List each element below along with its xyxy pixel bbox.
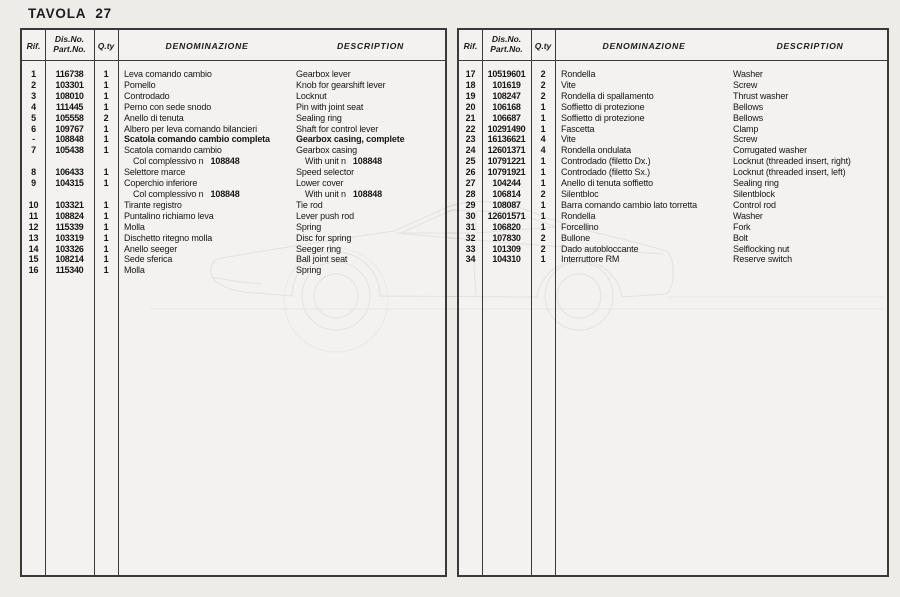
row-part-number: 10519601 [487,69,526,79]
table-row [459,254,887,265]
table-row [459,200,887,211]
row-ref: 3 [31,90,36,101]
row-denominazione: Coperchio inferiore [124,178,198,189]
note-unit-number: 108848 [210,156,240,167]
row-quantity: 1 [103,199,109,210]
row-ref: 5 [31,112,36,123]
row-part-number: 106687 [492,112,521,123]
row-description: Bellows [733,112,763,123]
header-dis-no: Dis.No. [491,34,522,44]
row-ref: - [32,134,35,145]
row-part-number: 115339 [55,221,84,232]
row-description: Locknut (threaded insert, right) [733,156,851,167]
row-denominazione: Fascetta [561,123,595,134]
note-description-text: With unit n [305,188,346,199]
table-row [459,167,887,178]
table-row [22,200,445,211]
row-part-number: 12601571 [487,210,526,221]
row-description: Knob for gearshift lever [296,79,386,90]
row-denominazione: Rondella di spallamento [561,90,654,101]
row-part-number: 115340 [55,265,84,276]
row-part-number: 103326 [55,243,84,254]
row-denominazione: Perno con sede snodo [124,101,212,112]
row-ref: 29 [465,199,476,210]
row-part-number: 104244 [492,178,521,189]
row-part-number: 116738 [55,69,84,79]
row-ref: 13 [28,232,39,243]
row-ref: 11 [28,210,39,221]
row-part-number: 105438 [55,145,84,156]
row-part-number: 103321 [55,199,84,210]
row-ref: 33 [465,243,476,254]
row-part-number: 16136621 [487,134,526,145]
row-part-number: 12601371 [487,145,526,156]
row-ref: 24 [465,145,476,156]
table-note-row [22,156,445,167]
row-denominazione: Controdado [124,90,170,101]
row-denominazione: Pomello [124,79,156,90]
row-denominazione: Leva comando cambio [124,69,212,79]
row-description: Bolt [733,232,748,243]
row-quantity: 1 [103,210,109,221]
parts-table-left [20,28,447,577]
table-body [22,60,445,276]
row-denominazione: Soffietto di protezione [561,101,645,112]
row-ref: 30 [465,210,476,221]
row-denominazione: Vite [561,134,576,145]
header-description: DESCRIPTION [336,41,405,51]
row-denominazione: Controdado (filetto Sx.) [561,167,650,178]
row-ref: 4 [31,101,36,112]
row-ref: 32 [465,232,476,243]
table-row [459,244,887,255]
row-denominazione: Rondella ondulata [561,145,632,156]
row-quantity: 2 [540,69,546,79]
row-part-number: 107830 [492,232,521,243]
row-part-number: 103319 [55,232,84,243]
row-ref: 22 [465,123,476,134]
header-denominazione: DENOMINAZIONE [165,41,249,51]
row-description: Seeger ring [296,243,341,254]
row-quantity: 4 [540,145,546,156]
note-denominazione [133,189,240,200]
row-quantity: 1 [540,112,546,123]
row-ref: 17 [465,69,476,79]
row-description: Spring [296,265,322,276]
row-description: Washer [733,210,763,221]
row-ref: 9 [31,178,36,189]
row-ref: 12 [28,221,39,232]
row-denominazione: Vite [561,79,576,90]
table-row [22,265,445,276]
row-denominazione: Dischetto ritegno molla [124,232,213,243]
row-part-number: 108848 [55,134,84,145]
header-part-no: Part.No. [53,43,86,54]
row-quantity: 1 [540,156,546,167]
row-denominazione: Molla [124,265,145,276]
table-header [22,30,445,61]
row-quantity: 1 [540,221,546,232]
row-denominazione: Anello di tenuta [124,112,184,123]
table-header [459,30,887,61]
row-description: Reserve switch [733,254,792,265]
row-quantity: 1 [540,254,546,265]
row-ref: 34 [465,254,476,265]
row-denominazione: Dado autobloccante [561,243,639,254]
row-denominazione: Albero per leva comando bilancieri [124,123,257,134]
table-row [22,80,445,91]
row-description: Sealing ring [296,112,342,123]
table-body [459,60,887,265]
page-title: TAVOLA 27 [28,6,112,21]
row-quantity: 1 [103,254,109,265]
row-denominazione: Sede sferica [124,254,173,265]
row-denominazione: Silentbloc [561,188,599,199]
row-description: Pin with joint seat [296,101,364,112]
row-quantity: 1 [103,243,109,254]
note-unit-number: 108848 [210,188,240,199]
table-row [459,69,887,80]
note-denominazione [133,156,240,167]
row-quantity: 4 [540,134,546,145]
parts-table-right [457,28,889,577]
row-ref: 23 [465,134,476,145]
table-row [459,145,887,156]
row-part-number: 106168 [492,101,521,112]
row-quantity: 1 [103,101,109,112]
row-denominazione: Bullone [561,232,590,243]
table-row [22,134,445,145]
row-description: Sealing ring [733,178,779,189]
row-denominazione: Barra comando cambio lato torretta [561,199,697,210]
header-dis-no: Dis.No. [54,34,85,44]
table-row [22,91,445,102]
row-quantity: 1 [103,90,109,101]
row-part-number: 10791221 [487,156,526,167]
row-quantity: 1 [103,265,109,276]
row-part-number: 111445 [55,101,84,112]
row-description: Bellows [733,101,763,112]
row-part-number: 10791921 [487,167,526,178]
row-ref: 19 [465,90,476,101]
header-part-number [45,35,94,54]
header-part-number [482,35,531,54]
row-quantity: 1 [540,178,546,189]
row-part-number: 106820 [492,221,521,232]
row-description: Spring [296,221,322,232]
row-description: Lower cover [296,178,344,189]
row-denominazione: Interruttore RM [561,254,620,265]
row-quantity: 1 [103,69,109,79]
row-part-number: 101309 [492,243,521,254]
table-row [459,233,887,244]
row-description: Washer [733,69,763,79]
row-part-number: 108247 [492,90,521,101]
row-ref: 28 [465,188,476,199]
row-description: Silentblock [733,188,775,199]
row-ref: 16 [28,265,39,276]
table-row [459,91,887,102]
row-ref: 26 [465,167,476,178]
row-description: Corrugated washer [733,145,807,156]
row-quantity: 1 [103,167,109,178]
row-description: Lever push rod [296,210,354,221]
table-row [22,145,445,156]
row-denominazione: Anello seeger [124,243,178,254]
row-quantity: 2 [540,79,546,90]
header-part-no: Part.No. [490,43,523,54]
table-row [459,189,887,200]
header-rif: Rif. [463,41,478,51]
note-unit-number: 108848 [352,156,383,167]
row-ref: 18 [465,79,476,90]
header-qty: Q.ty [97,41,115,51]
row-denominazione: Molla [124,221,145,232]
note-description [305,156,382,167]
row-description: Selflocking nut [733,243,790,254]
table-row [22,254,445,265]
row-quantity: 1 [103,123,109,134]
row-quantity: 1 [103,134,109,145]
row-description: Gearbox casing, complete [296,134,405,145]
table-row [459,222,887,233]
row-denominazione: Soffietto di protezione [561,112,645,123]
table-row [22,167,445,178]
table-row [459,211,887,222]
row-description: Tie rod [296,199,323,210]
row-ref: 8 [31,167,36,178]
row-description: Screw [733,79,758,90]
row-ref: 31 [465,221,476,232]
row-part-number: 108214 [55,254,84,265]
row-quantity: 1 [103,145,109,156]
row-ref: 21 [465,112,476,123]
row-ref: 10 [28,199,39,210]
note-denominazione-text: Col complessivo n [133,188,204,199]
table-row [459,80,887,91]
row-denominazione: Puntalino richiamo leva [124,210,214,221]
note-description [305,189,382,200]
header-qty: Q.ty [534,41,552,51]
table-row [459,113,887,124]
note-unit-number: 108848 [352,188,383,199]
row-description: Thrust washer [733,90,789,101]
row-quantity: 1 [103,79,109,90]
row-denominazione: Rondella [561,69,596,79]
row-part-number: 104315 [55,178,84,189]
row-quantity: 2 [540,243,546,254]
table-row [459,134,887,145]
row-part-number: 108824 [55,210,84,221]
row-part-number: 106814 [492,188,521,199]
row-denominazione: Selettore marce [124,167,186,178]
table-row [22,69,445,80]
row-ref: 2 [31,79,36,90]
row-description: Gearbox casing [296,145,357,156]
row-denominazione: Scatola comando cambio completa [124,134,270,145]
row-quantity: 1 [540,210,546,221]
row-description: Disc for spring [296,232,352,243]
table-row [22,244,445,255]
row-quantity: 1 [540,123,546,134]
table-row [22,102,445,113]
row-denominazione: Forcellino [561,221,599,232]
row-ref: 25 [465,156,476,167]
note-description-text: With unit n [305,156,346,167]
row-part-number: 104310 [492,254,521,265]
note-denominazione-text: Col complessivo n [133,156,204,167]
row-quantity: 2 [540,188,546,199]
row-ref: 6 [31,123,36,134]
row-description: Locknut (threaded insert, left) [733,167,846,178]
row-quantity: 1 [103,221,109,232]
row-ref: 27 [465,178,476,189]
row-description: Screw [733,134,758,145]
row-description: Clamp [733,123,759,134]
row-description: Speed selector [296,167,354,178]
header-rif: Rif. [26,41,41,51]
row-denominazione: Rondella [561,210,596,221]
table-note-row [22,189,445,200]
row-part-number: 106433 [55,167,84,178]
table-row [22,222,445,233]
table-row [22,124,445,135]
row-quantity: 1 [103,178,109,189]
row-ref: 1 [31,69,36,79]
row-denominazione: Tirante registro [124,199,182,210]
row-part-number: 108087 [492,199,521,210]
row-part-number: 101619 [492,79,521,90]
row-ref: 7 [31,145,36,156]
row-description: Ball joint seat [296,254,348,265]
row-ref: 20 [465,101,476,112]
row-description: Shaft for control lever [296,123,379,134]
table-row [459,124,887,135]
row-ref: 14 [28,243,39,254]
row-quantity: 1 [540,199,546,210]
row-quantity: 2 [540,90,546,101]
table-row [22,233,445,244]
row-denominazione: Anello di tenuta soffietto [561,178,654,189]
row-quantity: 2 [540,232,546,243]
table-row [459,156,887,167]
row-denominazione: Controdado (filetto Dx.) [561,156,651,167]
row-denominazione: Scatola comando cambio [124,145,222,156]
row-quantity: 1 [540,167,546,178]
row-quantity: 1 [540,101,546,112]
row-description: Locknut [296,90,327,101]
row-part-number: 10291490 [487,123,526,134]
row-quantity: 2 [103,112,109,123]
row-part-number: 105558 [55,112,84,123]
table-row [459,102,887,113]
row-part-number: 103301 [55,79,84,90]
row-description: Control rod [733,199,776,210]
row-description: Gearbox lever [296,69,351,79]
row-part-number: 109767 [55,123,84,134]
header-denominazione: DENOMINAZIONE [602,41,686,51]
header-description: DESCRIPTION [776,41,844,51]
table-row [459,178,887,189]
row-ref: 15 [28,254,39,265]
row-description: Fork [733,221,751,232]
row-part-number: 108010 [55,90,84,101]
table-row [22,178,445,189]
table-row [22,113,445,124]
table-row [22,211,445,222]
row-quantity: 1 [103,232,109,243]
